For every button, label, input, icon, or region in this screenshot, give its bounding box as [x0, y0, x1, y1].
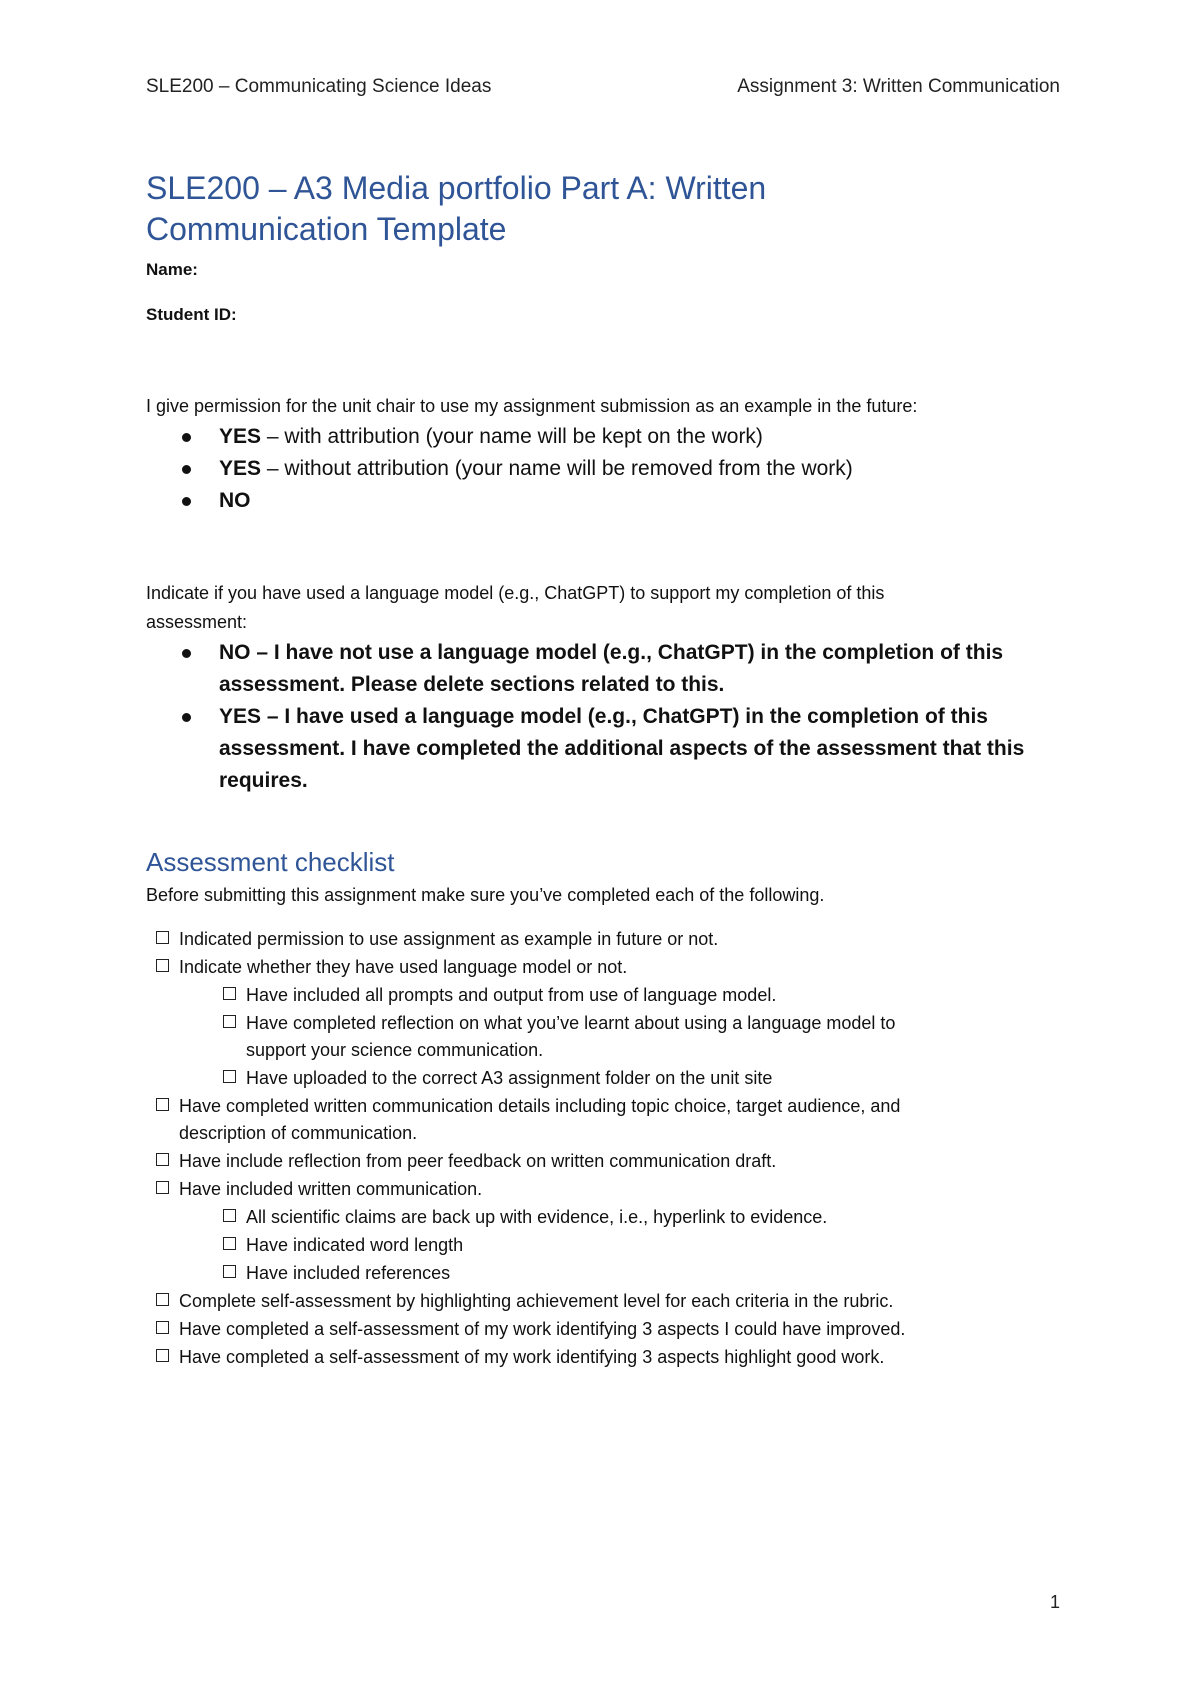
- title-line-2: Communication Template: [146, 211, 507, 247]
- checkbox-icon[interactable]: [156, 1321, 169, 1334]
- bullet-icon: [182, 497, 191, 506]
- checklist-item[interactable]: Indicated permission to use assignment as example in future or not.: [146, 925, 1066, 953]
- language-model-question: Indicate if you have used a language model (e.g., ChatGPT) to support my completion of this assessment:: [146, 583, 885, 632]
- permission-option-yes-no-attribution[interactable]: YES – without attribution (your name will be removed from the work): [146, 453, 1066, 485]
- checklist-subitem[interactable]: Have completed reflection on what you’ve learnt about using a language model to support your science communication.: [146, 1009, 1066, 1064]
- checklist: [146, 925, 1066, 1371]
- checklist-item[interactable]: Indicate whether they have used language model or not.: [146, 953, 1066, 981]
- checkbox-icon[interactable]: [156, 1181, 169, 1194]
- permission-question: I give permission for the unit chair to use my assignment submission as an example in the future:: [146, 396, 918, 416]
- bullet-icon: [182, 713, 191, 722]
- checklist-item[interactable]: Have included written communication.: [146, 1175, 1066, 1203]
- checkbox-icon[interactable]: [156, 1098, 169, 1111]
- language-model-option-yes[interactable]: YES – I have used a language model (e.g., ChatGPT) in the completion of this assessment. I have completed the additional aspects of the assessment that this requires.: [146, 701, 1066, 797]
- checklist-intro: Before submitting this assignment make sure you’ve completed each of the following.: [146, 885, 825, 905]
- checklist-subitem[interactable]: Have uploaded to the correct A3 assignment folder on the unit site: [146, 1064, 1066, 1092]
- title-line-1: SLE200 – A3 Media portfolio Part A: Written: [146, 170, 767, 206]
- checklist-item[interactable]: Complete self-assessment by highlighting achievement level for each criteria in the rubric.: [146, 1287, 1066, 1315]
- checkbox-icon[interactable]: [223, 1265, 236, 1278]
- checklist-heading: Assessment checklist: [146, 847, 395, 877]
- checkbox-icon[interactable]: [156, 1349, 169, 1362]
- student-id-label: Student ID:: [146, 305, 237, 324]
- language-model-options: [146, 637, 1066, 797]
- permission-option-yes-attribution[interactable]: YES – with attribution (your name will be kept on the work): [146, 421, 1066, 453]
- checkbox-icon[interactable]: [223, 987, 236, 1000]
- checkbox-icon[interactable]: [223, 1237, 236, 1250]
- permission-option-no[interactable]: NO: [146, 485, 1066, 517]
- bullet-icon: [182, 649, 191, 658]
- page-number: 1: [1049, 1592, 1060, 1612]
- checklist-subitem[interactable]: Have included references: [146, 1259, 1066, 1287]
- checkbox-icon[interactable]: [223, 1015, 236, 1028]
- header-assignment-title: Assignment 3: Written Communication: [737, 76, 1060, 97]
- header-course-title: SLE200 – Communicating Science Ideas: [146, 76, 492, 97]
- checklist-item[interactable]: Have completed a self-assessment of my work identifying 3 aspects highlight good work.: [146, 1343, 1066, 1371]
- checkbox-icon[interactable]: [156, 1153, 169, 1166]
- checkbox-icon[interactable]: [223, 1070, 236, 1083]
- checklist-subitem[interactable]: All scientific claims are back up with evidence, i.e., hyperlink to evidence.: [146, 1203, 1066, 1231]
- language-model-option-no[interactable]: NO – I have not use a language model (e.g., ChatGPT) in the completion of this assessment. Please delete sections related to this.: [146, 637, 1066, 701]
- bullet-icon: [182, 465, 191, 474]
- checklist-item[interactable]: Have include reflection from peer feedback on written communication draft.: [146, 1147, 1066, 1175]
- checklist-subitem[interactable]: Have included all prompts and output from use of language model.: [146, 981, 1066, 1009]
- bullet-icon: [182, 433, 191, 442]
- checklist-subitem[interactable]: Have indicated word length: [146, 1231, 1066, 1259]
- checklist-item[interactable]: Have completed written communication details including topic choice, target audience, and description of communication.: [146, 1092, 1066, 1147]
- document-body: [146, 168, 1066, 1371]
- checkbox-icon[interactable]: [223, 1209, 236, 1222]
- permission-options: [146, 421, 1066, 517]
- checkbox-icon[interactable]: [156, 959, 169, 972]
- document-title: [146, 168, 1066, 250]
- name-label: Name:: [146, 260, 198, 279]
- checkbox-icon[interactable]: [156, 1293, 169, 1306]
- checklist-item[interactable]: Have completed a self-assessment of my work identifying 3 aspects I could have improved.: [146, 1315, 1066, 1343]
- checkbox-icon[interactable]: [156, 931, 169, 944]
